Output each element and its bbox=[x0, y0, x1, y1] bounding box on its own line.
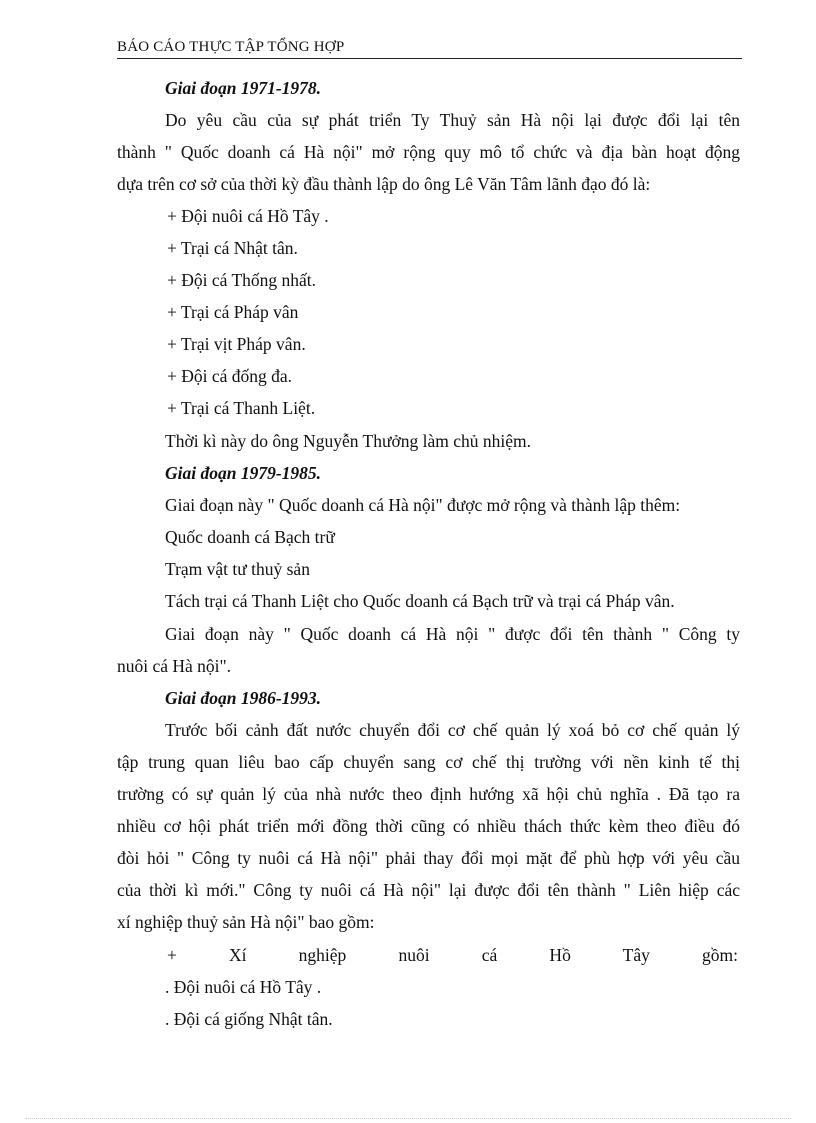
list-item: + Đội cá Thống nhất. bbox=[167, 270, 317, 290]
paragraph-10: . Đội nuôi cá Hồ Tây . bbox=[165, 977, 322, 997]
paragraph-8-line-5: đòi hỏi " Công ty nuôi cá Hà nội" phải thay đổi mọi mặt để phù hợp với yêu cầu bbox=[117, 848, 740, 868]
list-item: + Đội cá đống đa. bbox=[167, 366, 293, 386]
paragraph-1-line-2: thành " Quốc doanh cá Hà nội" mở rộng quy mô tổ chức và địa bàn hoạt động bbox=[117, 142, 740, 162]
header-rule bbox=[117, 58, 742, 59]
paragraph-8-line-3: trường có sự quản lý của nhà nước theo định hướng xã hội chủ nghĩa . Đã tạo ra bbox=[117, 784, 740, 804]
heading-1971-1978: Giai đoạn 1971-1978. bbox=[165, 78, 322, 98]
paragraph-3: Giai đoạn này " Quốc doanh cá Hà nội" được mở rộng và thành lập thêm: bbox=[165, 495, 681, 515]
list-item: + Trại cá Nhật tân. bbox=[167, 238, 298, 258]
paragraph-8-line-1: Trước bối cảnh đất nước chuyển đổi cơ chế quản lý xoá bỏ cơ chế quản lý bbox=[165, 720, 740, 740]
paragraph-4: Quốc doanh cá Bạch trữ bbox=[165, 527, 335, 547]
paragraph-8-line-2: tập trung quan liêu bao cấp chuyển sang cơ chế thị trường với nền kinh tế thị bbox=[117, 752, 740, 772]
paragraph-8-line-4: nhiều cơ hội phát triển mới đồng thời cũng có nhiều thách thức kèm theo điều đó bbox=[117, 816, 740, 836]
paragraph-7-line-2: nuôi cá Hà nội". bbox=[117, 656, 232, 676]
list-item: + Trại cá Thanh Liệt. bbox=[167, 398, 316, 418]
paragraph-7-line-1: Giai đoạn này " Quốc doanh cá Hà nội " được đổi tên thành " Công ty bbox=[165, 624, 740, 644]
paragraph-1-line-1: Do yêu cầu của sự phát triển Ty Thuỷ sản Hà nội lại được đổi lại tên bbox=[165, 110, 740, 130]
paragraph-1-line-3: dựa trên cơ sở của thời kỳ đầu thành lập do ông Lê Văn Tâm lãnh đạo đó là: bbox=[117, 174, 651, 194]
paragraph-8-line-6: của thời kì mới." Công ty nuôi cá Hà nội" lại được đổi tên thành " Liên hiệp các bbox=[117, 880, 740, 900]
paragraph-11: . Đội cá giống Nhật tân. bbox=[165, 1009, 333, 1029]
paragraph-5: Trạm vật tư thuỷ sản bbox=[165, 559, 310, 579]
paragraph-6: Tách trại cá Thanh Liệt cho Quốc doanh cá Bạch trữ và trại cá Pháp vân. bbox=[165, 591, 675, 611]
heading-1986-1993: Giai đoạn 1986-1993. bbox=[165, 688, 322, 708]
page-header-title: BÁO CÁO THỰC TẬP TỔNG HỢP bbox=[117, 39, 345, 55]
page-bottom-divider bbox=[25, 1118, 791, 1119]
paragraph-9: + Xí nghiệp nuôi cá Hồ Tây gồm: bbox=[167, 945, 738, 965]
paragraph-2: Thời kì này do ông Nguyễn Thưởng làm chủ nhiệm. bbox=[165, 431, 531, 451]
list-item: + Trại vịt Pháp vân. bbox=[167, 334, 306, 354]
paragraph-8-line-7: xí nghiệp thuỷ sản Hà nội" bao gồm: bbox=[117, 912, 375, 932]
heading-1979-1985: Giai đoạn 1979-1985. bbox=[165, 463, 322, 483]
list-item: + Trại cá Pháp vân bbox=[167, 302, 299, 322]
list-item: + Đội nuôi cá Hồ Tây . bbox=[167, 206, 329, 226]
